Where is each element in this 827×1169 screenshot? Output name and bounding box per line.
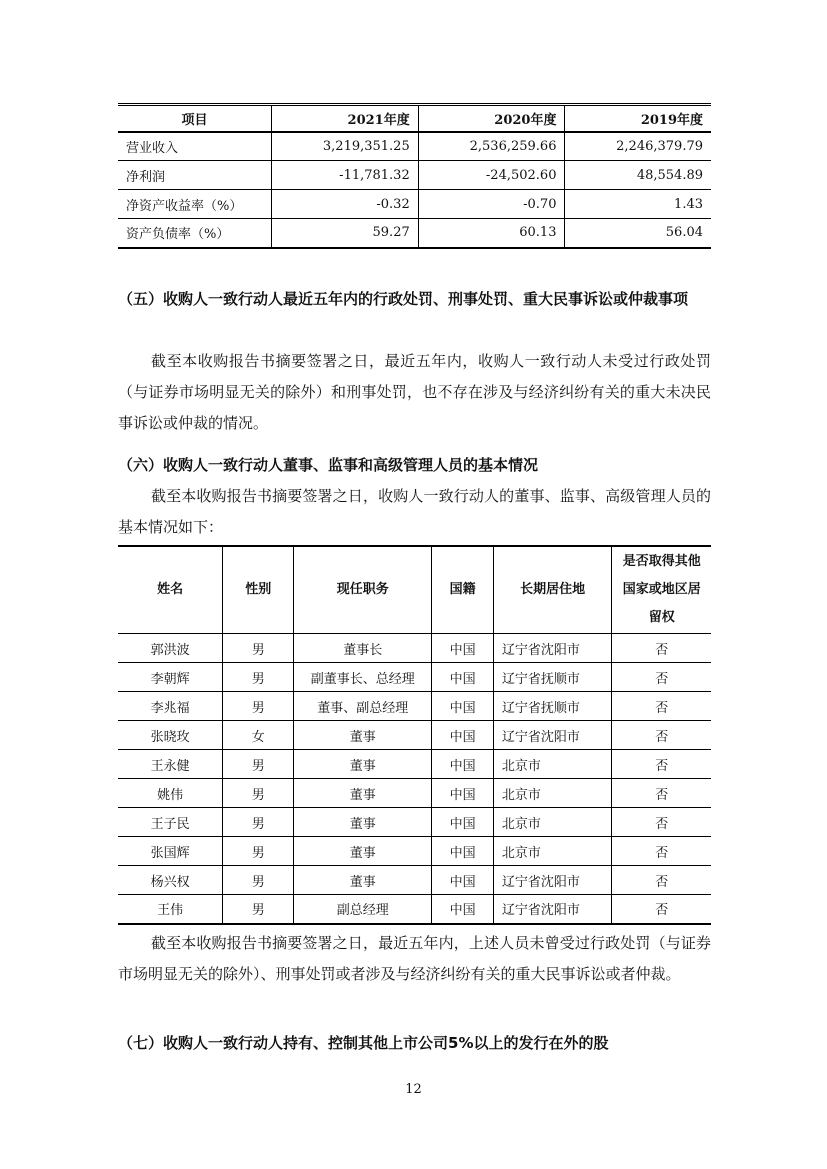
table-row	[118, 692, 711, 721]
value-cell: -24,502.60	[418, 161, 565, 190]
position-cell: 董事	[294, 779, 432, 808]
value-cell: -0.32	[272, 190, 419, 219]
foreign-residency-cell: 否	[612, 779, 711, 808]
residence-cell: 北京市	[493, 750, 612, 779]
foreign-residency-cell: 否	[612, 663, 711, 692]
table-row	[118, 132, 711, 161]
section6-body: 截至本收购报告书摘要签署之日，收购人一致行动人的董事、监事、高级管理人员的基本情况如下：	[118, 487, 711, 536]
residence-cell: 北京市	[493, 837, 612, 866]
name-cell: 张国辉	[118, 837, 223, 866]
table-row	[118, 161, 711, 190]
col-header-2019: 2019年度	[565, 105, 711, 132]
col-header-gender: 性别	[223, 546, 294, 634]
position-cell: 董事	[294, 721, 432, 750]
name-cell: 王伟	[118, 895, 223, 924]
value-cell: 48,554.89	[565, 161, 711, 190]
section7-heading: （七）收购人一致行动人持有、控制其他上市公司5%以上的发行在外的股	[118, 1034, 609, 1052]
value-cell: 3,219,351.25	[272, 132, 419, 161]
value-cell: 2,536,259.66	[418, 132, 565, 161]
name-cell: 张晓玫	[118, 721, 223, 750]
row-label: 营业收入	[118, 132, 272, 161]
residence-cell: 辽宁省沈阳市	[493, 866, 612, 895]
position-cell: 董事	[294, 866, 432, 895]
table-row	[118, 895, 711, 924]
nationality-cell: 中国	[432, 866, 493, 895]
name-cell: 王子民	[118, 808, 223, 837]
col-header-nationality: 国籍	[432, 546, 493, 634]
table-row	[118, 190, 711, 219]
gender-cell: 男	[223, 866, 294, 895]
table-row	[118, 866, 711, 895]
residence-cell: 辽宁省沈阳市	[493, 721, 612, 750]
row-label: 净利润	[118, 161, 272, 190]
value-cell: -0.70	[418, 190, 565, 219]
table-row	[118, 721, 711, 750]
personnel-table	[118, 545, 711, 925]
name-cell: 李朝辉	[118, 663, 223, 692]
position-cell: 董事、副总经理	[294, 692, 432, 721]
foreign-residency-cell: 否	[612, 750, 711, 779]
col-header-item: 项目	[118, 105, 272, 132]
row-label: 净资产收益率（%）	[118, 190, 272, 219]
residence-cell: 辽宁省沈阳市	[493, 895, 612, 924]
residence-cell: 辽宁省沈阳市	[493, 634, 612, 663]
section6-heading: （六）收购人一致行动人董事、监事和高级管理人员的基本情况	[118, 456, 539, 474]
gender-cell: 男	[223, 895, 294, 924]
value-cell: 1.43	[565, 190, 711, 219]
residence-cell: 辽宁省抚顺市	[493, 663, 612, 692]
page-number: 12	[405, 1082, 422, 1097]
nationality-cell: 中国	[432, 895, 493, 924]
residence-cell: 北京市	[493, 779, 612, 808]
table-row	[118, 219, 711, 248]
col-header-position: 现任职务	[294, 546, 432, 634]
table-row	[118, 837, 711, 866]
financial-table	[118, 103, 711, 249]
nationality-cell: 中国	[432, 779, 493, 808]
gender-cell: 女	[223, 721, 294, 750]
personnel-table-header	[118, 546, 711, 634]
value-cell: 2,246,379.79	[565, 132, 711, 161]
gender-cell: 男	[223, 750, 294, 779]
table-row	[118, 808, 711, 837]
value-cell: 59.27	[272, 219, 419, 248]
position-cell: 董事	[294, 837, 432, 866]
gender-cell: 男	[223, 837, 294, 866]
foreign-residency-cell: 否	[612, 808, 711, 837]
position-cell: 董事长	[294, 634, 432, 663]
nationality-cell: 中国	[432, 634, 493, 663]
foreign-residency-cell: 否	[612, 721, 711, 750]
name-cell: 姚伟	[118, 779, 223, 808]
nationality-cell: 中国	[432, 663, 493, 692]
table-row	[118, 634, 711, 663]
value-cell: 56.04	[565, 219, 711, 248]
col-header-2021: 2021年度	[272, 105, 419, 132]
gender-cell: 男	[223, 663, 294, 692]
row-label: 资产负债率（%）	[118, 219, 272, 248]
table-row	[118, 779, 711, 808]
foreign-residency-cell: 否	[612, 895, 711, 924]
section5-heading: （五）收购人一致行动人最近五年内的行政处罚、刑事处罚、重大民事诉讼或仲裁事项	[118, 290, 689, 308]
section5-body: 截至本收购报告书摘要签署之日，最近五年内，收购人一致行动人未受过行政处罚（与证券市场明显无关的除外）和刑事处罚，也不存在涉及与经济纠纷有关的重大未决民事诉讼或仲裁的情况。	[118, 352, 711, 432]
after-table-paragraph: 截至本收购报告书摘要签署之日，最近五年内，上述人员未曾受过行政处罚（与证券市场明显无关的除外）、刑事处罚或者涉及与经济纠纷有关的重大民事诉讼或者仲裁。	[118, 934, 711, 983]
foreign-residency-cell: 否	[612, 634, 711, 663]
position-cell: 董事	[294, 750, 432, 779]
foreign-residency-cell: 否	[612, 866, 711, 895]
foreign-residency-cell: 否	[612, 837, 711, 866]
residence-cell: 辽宁省抚顺市	[493, 692, 612, 721]
name-cell: 郭洪波	[118, 634, 223, 663]
gender-cell: 男	[223, 779, 294, 808]
nationality-cell: 中国	[432, 750, 493, 779]
nationality-cell: 中国	[432, 808, 493, 837]
financial-table-header	[118, 105, 711, 132]
col-header-residence: 长期居住地	[493, 546, 612, 634]
nationality-cell: 中国	[432, 721, 493, 750]
col-header-foreign-residency: 是否取得其他国家或地区居留权	[612, 546, 711, 634]
gender-cell: 男	[223, 634, 294, 663]
position-cell: 董事	[294, 808, 432, 837]
col-header-2020: 2020年度	[418, 105, 565, 132]
col-header-name: 姓名	[118, 546, 223, 634]
gender-cell: 男	[223, 692, 294, 721]
table-row	[118, 750, 711, 779]
name-cell: 李兆福	[118, 692, 223, 721]
residence-cell: 北京市	[493, 808, 612, 837]
position-cell: 副董事长、总经理	[294, 663, 432, 692]
nationality-cell: 中国	[432, 837, 493, 866]
value-cell: -11,781.32	[272, 161, 419, 190]
name-cell: 王永健	[118, 750, 223, 779]
position-cell: 副总经理	[294, 895, 432, 924]
name-cell: 杨兴权	[118, 866, 223, 895]
gender-cell: 男	[223, 808, 294, 837]
table-row	[118, 663, 711, 692]
value-cell: 60.13	[418, 219, 565, 248]
nationality-cell: 中国	[432, 692, 493, 721]
foreign-residency-cell: 否	[612, 692, 711, 721]
